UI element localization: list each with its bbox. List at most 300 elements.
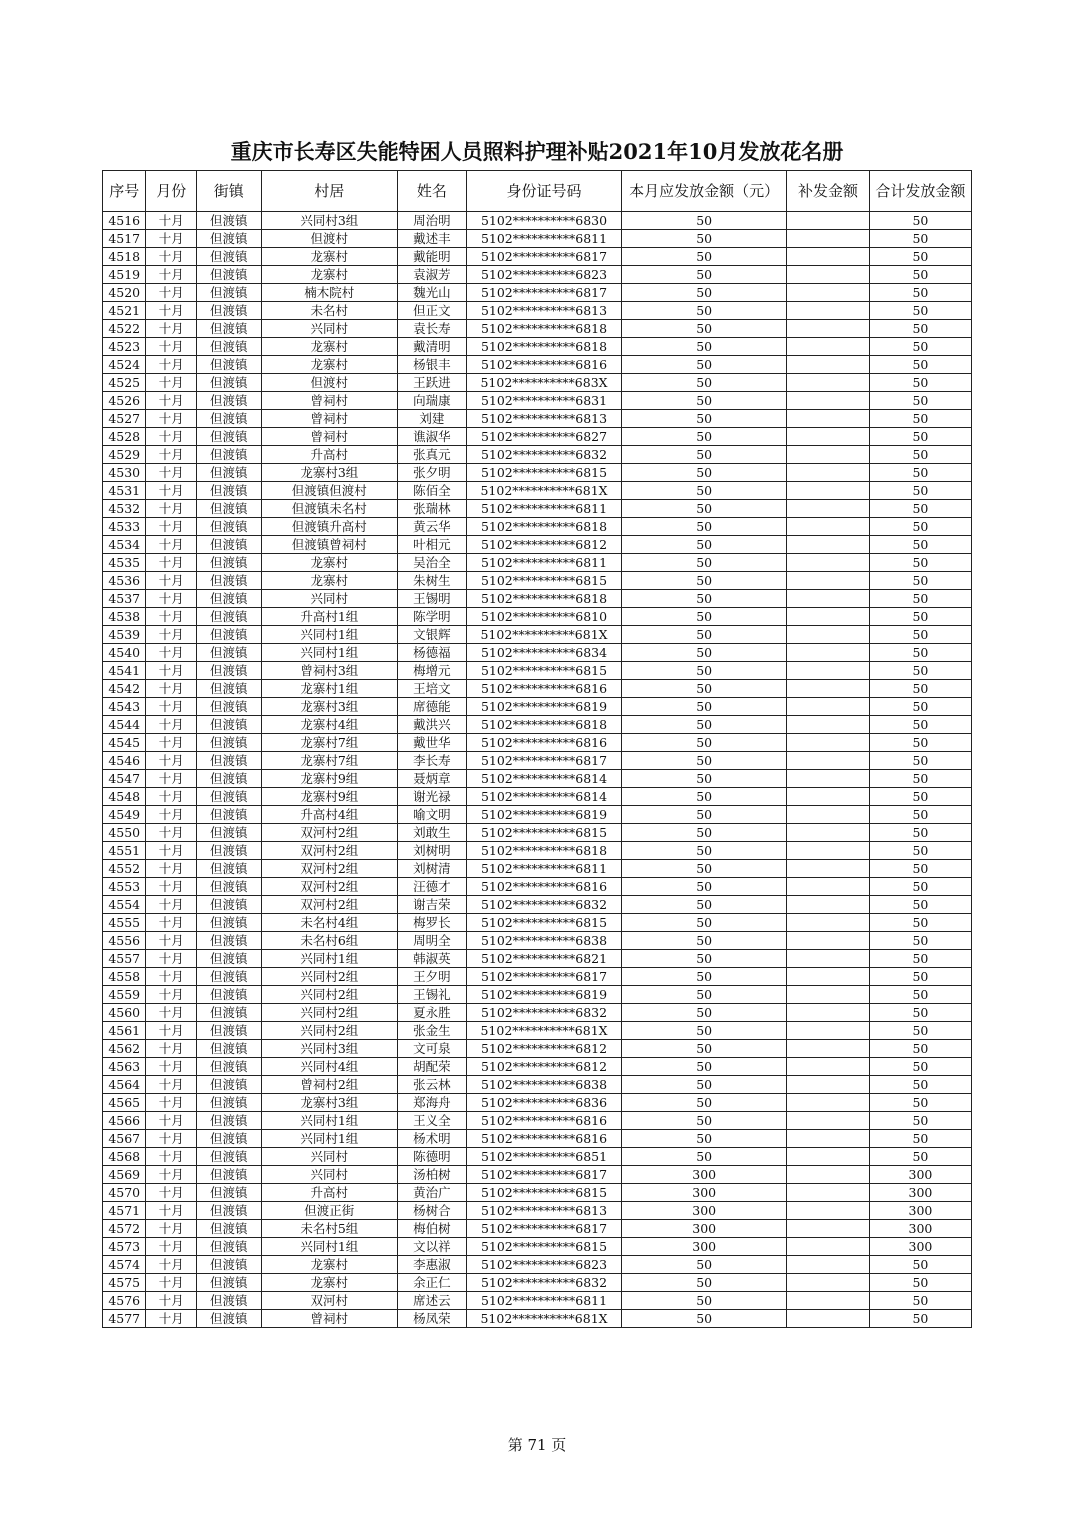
cell-supplement (787, 428, 870, 446)
cell-index: 4550 (103, 824, 146, 842)
cell-id-number: 5102**********6830 (466, 212, 622, 230)
table-row (103, 1166, 972, 1184)
cell-name: 但正文 (398, 302, 467, 320)
cell-month: 十月 (146, 644, 197, 662)
cell-supplement (787, 482, 870, 500)
cell-village: 兴同村1组 (261, 626, 397, 644)
cell-town: 但渡镇 (196, 896, 261, 914)
cell-monthly-amount: 300 (622, 1166, 787, 1184)
cell-supplement (787, 878, 870, 896)
table-row (103, 1256, 972, 1274)
cell-village: 龙寨村 (261, 248, 397, 266)
table-row (103, 230, 972, 248)
cell-supplement (787, 932, 870, 950)
cell-total: 50 (869, 1094, 971, 1112)
cell-name: 朱树生 (398, 572, 467, 590)
cell-supplement (787, 536, 870, 554)
cell-month: 十月 (146, 1148, 197, 1166)
cell-supplement (787, 716, 870, 734)
cell-id-number: 5102**********6838 (466, 1076, 622, 1094)
cell-total: 50 (869, 770, 971, 788)
table-row (103, 266, 972, 284)
cell-monthly-amount: 50 (622, 716, 787, 734)
cell-index: 4534 (103, 536, 146, 554)
cell-village: 但渡镇但渡村 (261, 482, 397, 500)
cell-month: 十月 (146, 1130, 197, 1148)
cell-name: 王夕明 (398, 968, 467, 986)
cell-month: 十月 (146, 1238, 197, 1256)
cell-index: 4570 (103, 1184, 146, 1202)
table-row (103, 320, 972, 338)
cell-name: 杨树合 (398, 1202, 467, 1220)
cell-index: 4562 (103, 1040, 146, 1058)
cell-supplement (787, 392, 870, 410)
cell-village: 兴同村2组 (261, 1004, 397, 1022)
cell-id-number: 5102**********6816 (466, 734, 622, 752)
cell-name: 郑海舟 (398, 1094, 467, 1112)
cell-monthly-amount: 50 (622, 914, 787, 932)
cell-index: 4539 (103, 626, 146, 644)
cell-supplement (787, 302, 870, 320)
cell-total: 50 (869, 554, 971, 572)
cell-monthly-amount: 50 (622, 518, 787, 536)
cell-month: 十月 (146, 1292, 197, 1310)
cell-total: 50 (869, 374, 971, 392)
cell-village: 双河村 (261, 1292, 397, 1310)
cell-town: 但渡镇 (196, 842, 261, 860)
cell-index: 4576 (103, 1292, 146, 1310)
cell-total: 50 (869, 842, 971, 860)
cell-month: 十月 (146, 626, 197, 644)
cell-monthly-amount: 50 (622, 1310, 787, 1328)
cell-total: 50 (869, 752, 971, 770)
cell-total: 50 (869, 806, 971, 824)
cell-monthly-amount: 50 (622, 806, 787, 824)
cell-name: 袁长寿 (398, 320, 467, 338)
cell-total: 50 (869, 392, 971, 410)
cell-monthly-amount: 50 (622, 878, 787, 896)
cell-name: 刘树明 (398, 842, 467, 860)
table-row (103, 1238, 972, 1256)
table-row (103, 1004, 972, 1022)
cell-total: 50 (869, 410, 971, 428)
cell-supplement (787, 950, 870, 968)
cell-id-number: 5102**********6819 (466, 986, 622, 1004)
cell-town: 但渡镇 (196, 1274, 261, 1292)
cell-town: 但渡镇 (196, 1148, 261, 1166)
cell-month: 十月 (146, 248, 197, 266)
cell-month: 十月 (146, 1184, 197, 1202)
cell-index: 4532 (103, 500, 146, 518)
cell-supplement (787, 824, 870, 842)
table-row (103, 1274, 972, 1292)
cell-name: 王义全 (398, 1112, 467, 1130)
cell-month: 十月 (146, 1094, 197, 1112)
cell-index: 4519 (103, 266, 146, 284)
cell-monthly-amount: 50 (622, 374, 787, 392)
cell-index: 4563 (103, 1058, 146, 1076)
cell-id-number: 5102**********6819 (466, 698, 622, 716)
cell-name: 黄云华 (398, 518, 467, 536)
cell-town: 但渡镇 (196, 1130, 261, 1148)
cell-village: 龙寨村 (261, 1256, 397, 1274)
cell-supplement (787, 1292, 870, 1310)
cell-month: 十月 (146, 608, 197, 626)
cell-monthly-amount: 50 (622, 680, 787, 698)
cell-total: 50 (869, 896, 971, 914)
cell-index: 4561 (103, 1022, 146, 1040)
cell-monthly-amount: 50 (622, 1076, 787, 1094)
cell-name: 文银辉 (398, 626, 467, 644)
cell-index: 4524 (103, 356, 146, 374)
cell-monthly-amount: 50 (622, 734, 787, 752)
cell-town: 但渡镇 (196, 878, 261, 896)
cell-supplement (787, 1148, 870, 1166)
cell-town: 但渡镇 (196, 1202, 261, 1220)
cell-supplement (787, 446, 870, 464)
cell-month: 十月 (146, 1022, 197, 1040)
cell-month: 十月 (146, 356, 197, 374)
table-row (103, 680, 972, 698)
table-row (103, 554, 972, 572)
table-row (103, 464, 972, 482)
table-row (103, 284, 972, 302)
cell-name: 黄治广 (398, 1184, 467, 1202)
cell-name: 戴能明 (398, 248, 467, 266)
cell-village: 龙寨村 (261, 356, 397, 374)
cell-name: 文可泉 (398, 1040, 467, 1058)
cell-id-number: 5102**********6821 (466, 950, 622, 968)
cell-monthly-amount: 50 (622, 662, 787, 680)
cell-total: 50 (869, 734, 971, 752)
cell-monthly-amount: 50 (622, 248, 787, 266)
cell-total: 50 (869, 500, 971, 518)
cell-index: 4517 (103, 230, 146, 248)
cell-total: 50 (869, 608, 971, 626)
cell-id-number: 5102**********6831 (466, 392, 622, 410)
cell-village: 龙寨村4组 (261, 716, 397, 734)
cell-town: 但渡镇 (196, 266, 261, 284)
cell-total: 50 (869, 1274, 971, 1292)
cell-monthly-amount: 50 (622, 302, 787, 320)
table-row (103, 608, 972, 626)
cell-total: 50 (869, 464, 971, 482)
cell-month: 十月 (146, 824, 197, 842)
cell-total: 50 (869, 1040, 971, 1058)
cell-monthly-amount: 50 (622, 482, 787, 500)
cell-id-number: 5102**********683X (466, 374, 622, 392)
cell-village: 龙寨村3组 (261, 1094, 397, 1112)
cell-monthly-amount: 50 (622, 1256, 787, 1274)
cell-supplement (787, 896, 870, 914)
cell-month: 十月 (146, 968, 197, 986)
cell-supplement (787, 662, 870, 680)
cell-total: 50 (869, 1130, 971, 1148)
table-row (103, 1022, 972, 1040)
cell-month: 十月 (146, 500, 197, 518)
cell-town: 但渡镇 (196, 590, 261, 608)
cell-village: 曾祠村3组 (261, 662, 397, 680)
cell-village: 龙寨村 (261, 554, 397, 572)
cell-index: 4533 (103, 518, 146, 536)
cell-supplement (787, 1220, 870, 1238)
cell-id-number: 5102**********6815 (466, 464, 622, 482)
col-header-index: 序号 (103, 171, 146, 212)
cell-town: 但渡镇 (196, 1058, 261, 1076)
table-row (103, 1310, 972, 1328)
cell-town: 但渡镇 (196, 824, 261, 842)
cell-name: 汤柏树 (398, 1166, 467, 1184)
cell-total: 50 (869, 626, 971, 644)
cell-month: 十月 (146, 1202, 197, 1220)
cell-total: 50 (869, 716, 971, 734)
cell-index: 4566 (103, 1112, 146, 1130)
cell-town: 但渡镇 (196, 248, 261, 266)
cell-index: 4574 (103, 1256, 146, 1274)
table-row (103, 1076, 972, 1094)
cell-village: 龙寨村9组 (261, 788, 397, 806)
cell-month: 十月 (146, 1004, 197, 1022)
cell-index: 4543 (103, 698, 146, 716)
cell-monthly-amount: 50 (622, 446, 787, 464)
cell-index: 4571 (103, 1202, 146, 1220)
cell-monthly-amount: 300 (622, 1238, 787, 1256)
cell-name: 李长寿 (398, 752, 467, 770)
col-header-monthly-amount: 本月应发放金额（元） (622, 171, 787, 212)
cell-supplement (787, 1202, 870, 1220)
cell-name: 席德能 (398, 698, 467, 716)
cell-supplement (787, 860, 870, 878)
cell-town: 但渡镇 (196, 500, 261, 518)
cell-supplement (787, 320, 870, 338)
cell-village: 兴同村2组 (261, 986, 397, 1004)
cell-total: 50 (869, 590, 971, 608)
cell-monthly-amount: 300 (622, 1202, 787, 1220)
cell-name: 刘敢生 (398, 824, 467, 842)
cell-total: 50 (869, 1004, 971, 1022)
table-row (103, 986, 972, 1004)
cell-town: 但渡镇 (196, 914, 261, 932)
cell-month: 十月 (146, 536, 197, 554)
cell-monthly-amount: 50 (622, 572, 787, 590)
cell-id-number: 5102**********6817 (466, 968, 622, 986)
cell-total: 50 (869, 212, 971, 230)
cell-month: 十月 (146, 1112, 197, 1130)
cell-total: 50 (869, 1292, 971, 1310)
col-header-month: 月份 (146, 171, 197, 212)
cell-id-number: 5102**********6813 (466, 302, 622, 320)
table-row (103, 374, 972, 392)
cell-index: 4536 (103, 572, 146, 590)
cell-town: 但渡镇 (196, 644, 261, 662)
cell-monthly-amount: 50 (622, 788, 787, 806)
cell-id-number: 5102**********6827 (466, 428, 622, 446)
cell-town: 但渡镇 (196, 626, 261, 644)
cell-town: 但渡镇 (196, 284, 261, 302)
cell-supplement (787, 1094, 870, 1112)
cell-id-number: 5102**********6810 (466, 608, 622, 626)
table-row (103, 1148, 972, 1166)
cell-index: 4523 (103, 338, 146, 356)
cell-town: 但渡镇 (196, 1166, 261, 1184)
cell-village: 双河村2组 (261, 842, 397, 860)
cell-town: 但渡镇 (196, 1112, 261, 1130)
table-row (103, 1184, 972, 1202)
cell-monthly-amount: 50 (622, 1130, 787, 1148)
cell-monthly-amount: 50 (622, 230, 787, 248)
cell-supplement (787, 500, 870, 518)
table-row (103, 356, 972, 374)
cell-id-number: 5102**********6815 (466, 914, 622, 932)
cell-village: 龙寨村 (261, 266, 397, 284)
cell-id-number: 5102**********6815 (466, 662, 622, 680)
cell-monthly-amount: 50 (622, 410, 787, 428)
cell-index: 4545 (103, 734, 146, 752)
cell-village: 兴同村1组 (261, 950, 397, 968)
cell-month: 十月 (146, 896, 197, 914)
cell-supplement (787, 1040, 870, 1058)
cell-village: 兴同村2组 (261, 1022, 397, 1040)
cell-total: 50 (869, 230, 971, 248)
cell-name: 谢吉荣 (398, 896, 467, 914)
cell-name: 向瑞康 (398, 392, 467, 410)
table-row (103, 1130, 972, 1148)
cell-town: 但渡镇 (196, 1310, 261, 1328)
cell-town: 但渡镇 (196, 1004, 261, 1022)
cell-village: 双河村2组 (261, 878, 397, 896)
cell-id-number: 5102**********6817 (466, 1166, 622, 1184)
cell-name: 陈佰全 (398, 482, 467, 500)
cell-monthly-amount: 50 (622, 1022, 787, 1040)
cell-supplement (787, 608, 870, 626)
cell-village: 龙寨村3组 (261, 464, 397, 482)
cell-village: 未名村5组 (261, 1220, 397, 1238)
cell-name: 陈学明 (398, 608, 467, 626)
cell-month: 十月 (146, 1220, 197, 1238)
cell-village: 龙寨村3组 (261, 698, 397, 716)
cell-name: 喻文明 (398, 806, 467, 824)
cell-index: 4522 (103, 320, 146, 338)
cell-monthly-amount: 50 (622, 464, 787, 482)
cell-monthly-amount: 50 (622, 1004, 787, 1022)
cell-supplement (787, 410, 870, 428)
cell-total: 50 (869, 698, 971, 716)
table-row (103, 1220, 972, 1238)
cell-index: 4531 (103, 482, 146, 500)
cell-month: 十月 (146, 1040, 197, 1058)
cell-total: 50 (869, 1256, 971, 1274)
cell-supplement (787, 266, 870, 284)
cell-total: 300 (869, 1220, 971, 1238)
table-row (103, 428, 972, 446)
cell-index: 4564 (103, 1076, 146, 1094)
cell-index: 4540 (103, 644, 146, 662)
cell-total: 50 (869, 644, 971, 662)
cell-monthly-amount: 50 (622, 1112, 787, 1130)
cell-total: 50 (869, 1058, 971, 1076)
cell-month: 十月 (146, 1310, 197, 1328)
cell-name: 刘树清 (398, 860, 467, 878)
cell-index: 4555 (103, 914, 146, 932)
cell-monthly-amount: 50 (622, 590, 787, 608)
cell-index: 4572 (103, 1220, 146, 1238)
cell-name: 周明全 (398, 932, 467, 950)
cell-supplement (787, 284, 870, 302)
cell-total: 50 (869, 950, 971, 968)
cell-name: 叶相元 (398, 536, 467, 554)
cell-village: 曾祠村 (261, 392, 397, 410)
cell-total: 50 (869, 1076, 971, 1094)
cell-id-number: 5102**********6815 (466, 572, 622, 590)
cell-town: 但渡镇 (196, 968, 261, 986)
cell-name: 李惠淑 (398, 1256, 467, 1274)
header-row (103, 171, 972, 212)
cell-month: 十月 (146, 554, 197, 572)
cell-monthly-amount: 50 (622, 536, 787, 554)
cell-supplement (787, 1022, 870, 1040)
cell-name: 杨银丰 (398, 356, 467, 374)
table-row (103, 644, 972, 662)
cell-town: 但渡镇 (196, 554, 261, 572)
cell-village: 龙寨村 (261, 1274, 397, 1292)
cell-id-number: 5102**********6817 (466, 1220, 622, 1238)
cell-supplement (787, 1238, 870, 1256)
cell-town: 但渡镇 (196, 536, 261, 554)
cell-name: 杨德福 (398, 644, 467, 662)
cell-name: 戴述丰 (398, 230, 467, 248)
cell-town: 但渡镇 (196, 770, 261, 788)
cell-month: 十月 (146, 842, 197, 860)
cell-village: 龙寨村7组 (261, 752, 397, 770)
cell-month: 十月 (146, 410, 197, 428)
cell-monthly-amount: 50 (622, 392, 787, 410)
cell-town: 但渡镇 (196, 320, 261, 338)
cell-town: 但渡镇 (196, 374, 261, 392)
cell-name: 陈德明 (398, 1148, 467, 1166)
cell-monthly-amount: 50 (622, 842, 787, 860)
cell-month: 十月 (146, 986, 197, 1004)
cell-village: 兴同村1组 (261, 644, 397, 662)
cell-town: 但渡镇 (196, 230, 261, 248)
table-row (103, 752, 972, 770)
cell-village: 但渡正街 (261, 1202, 397, 1220)
cell-supplement (787, 734, 870, 752)
table-row (103, 590, 972, 608)
cell-month: 十月 (146, 1274, 197, 1292)
table-row (103, 392, 972, 410)
cell-town: 但渡镇 (196, 446, 261, 464)
table-row (103, 824, 972, 842)
cell-id-number: 5102**********6815 (466, 1184, 622, 1202)
cell-id-number: 5102**********6832 (466, 1004, 622, 1022)
cell-town: 但渡镇 (196, 482, 261, 500)
cell-monthly-amount: 300 (622, 1220, 787, 1238)
cell-index: 4544 (103, 716, 146, 734)
table-row (103, 896, 972, 914)
cell-total: 50 (869, 482, 971, 500)
cell-id-number: 5102**********6818 (466, 842, 622, 860)
cell-total: 50 (869, 320, 971, 338)
cell-monthly-amount: 50 (622, 770, 787, 788)
cell-village: 曾祠村 (261, 1310, 397, 1328)
cell-name: 张云林 (398, 1076, 467, 1094)
cell-id-number: 5102**********6836 (466, 1094, 622, 1112)
cell-index: 4542 (103, 680, 146, 698)
cell-village: 双河村2组 (261, 824, 397, 842)
cell-month: 十月 (146, 428, 197, 446)
cell-total: 50 (869, 1112, 971, 1130)
cell-supplement (787, 248, 870, 266)
